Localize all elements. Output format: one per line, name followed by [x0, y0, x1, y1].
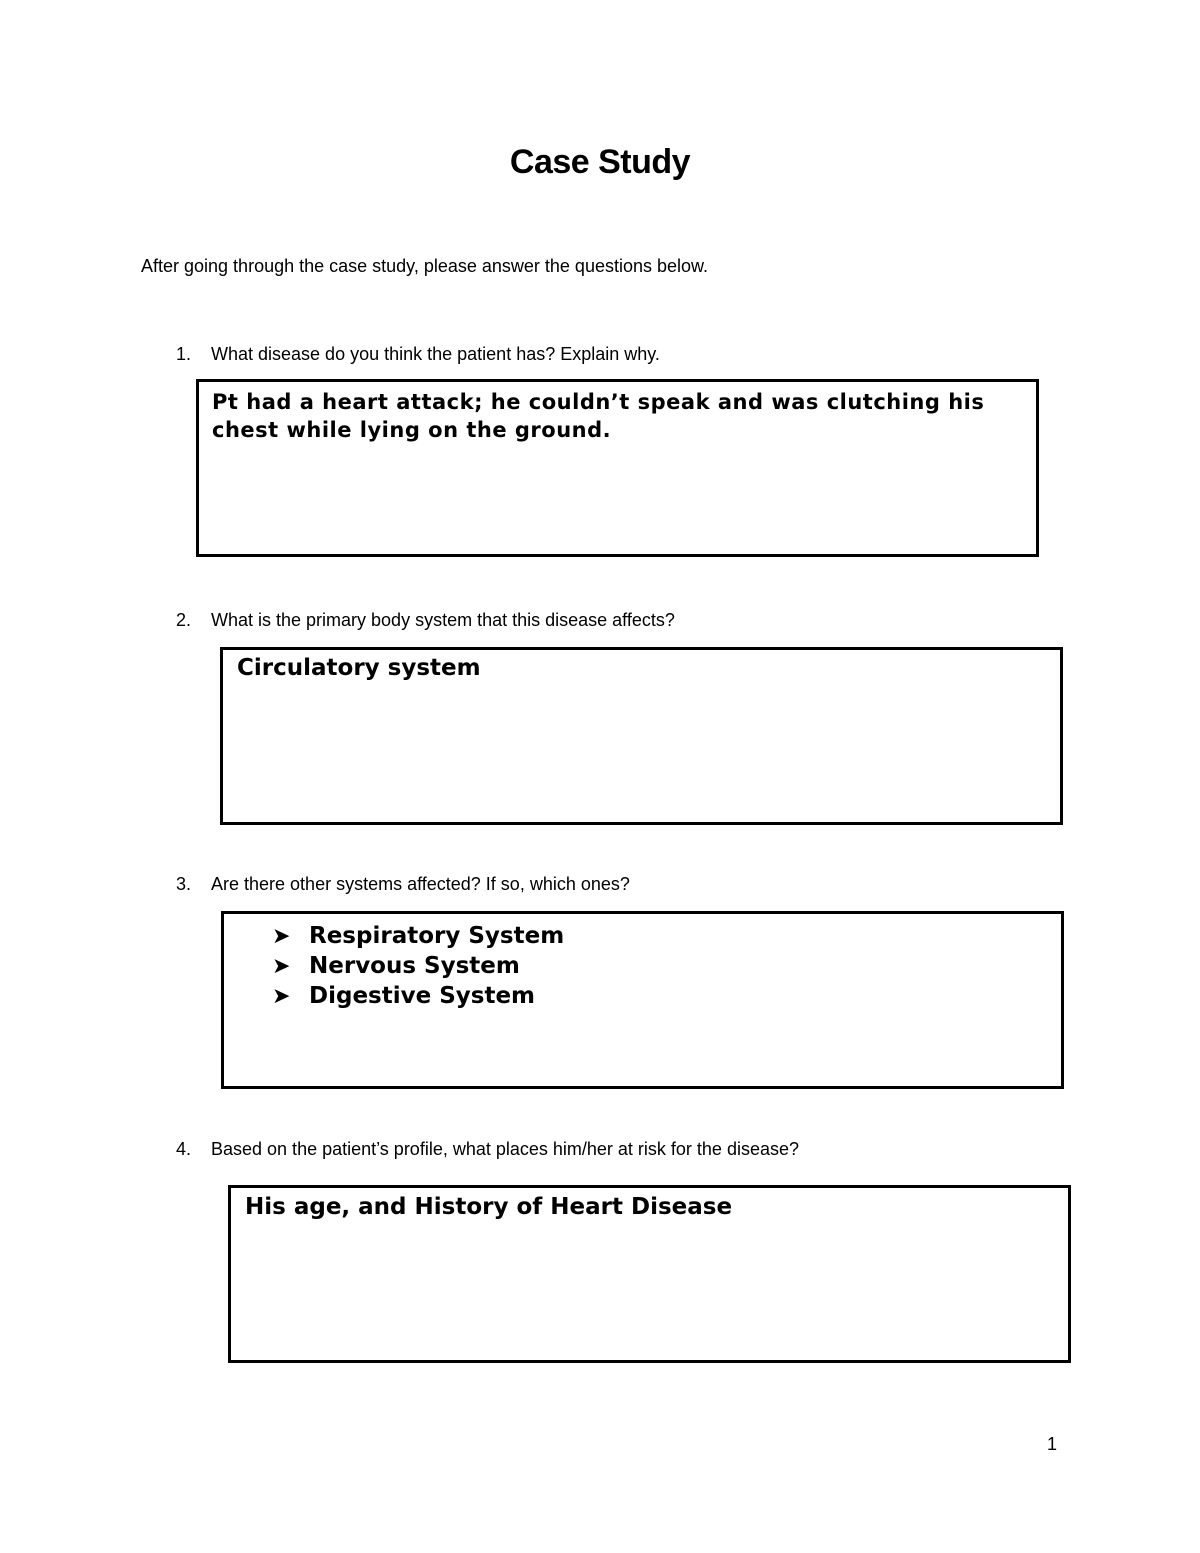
arrow-bullet-icon: ➤: [272, 953, 291, 979]
list-item-text: Respiratory System: [309, 923, 565, 949]
question-text: Based on the patient’s profile, what places him/her at risk for the disease?: [211, 1139, 799, 1159]
question-text: What is the primary body system that this disease affects?: [211, 610, 675, 630]
answer-box-4[interactable]: [228, 1185, 1071, 1363]
question-text: What disease do you think the patient has? Explain why.: [211, 344, 660, 364]
question-1: [176, 344, 660, 365]
question-number: 2.: [176, 610, 192, 630]
arrow-bullet-icon: ➤: [272, 923, 291, 949]
list-item-text: Digestive System: [309, 983, 536, 1009]
answer-box-2[interactable]: [220, 647, 1063, 825]
answer-text: Pt had a heart attack; he couldn’t speak and was clutching his chest while lying on the ground.: [212, 390, 985, 442]
answer-text: His age, and History of Heart Disease: [245, 1194, 733, 1220]
list-item: [272, 951, 564, 981]
question-number: 4.: [176, 1139, 192, 1159]
instructions-text: After going through the case study, please answer the questions below.: [141, 256, 709, 276]
question-number: 1.: [176, 344, 192, 364]
question-number: 3.: [176, 874, 192, 894]
list-item: [272, 921, 564, 951]
answer-box-1[interactable]: [196, 379, 1039, 557]
question-4: [176, 1139, 799, 1160]
question-3: [176, 874, 630, 895]
affected-systems-list: [272, 921, 564, 1011]
arrow-bullet-icon: ➤: [272, 983, 291, 1009]
document-title: Case Study: [509, 143, 691, 181]
list-item-text: Nervous System: [309, 953, 520, 979]
list-item: [272, 981, 564, 1011]
answer-box-3[interactable]: [221, 911, 1064, 1089]
question-2: [176, 610, 675, 631]
question-text: Are there other systems affected? If so, which ones?: [211, 874, 630, 894]
page-number: 1: [1047, 1434, 1058, 1454]
answer-text: Circulatory system: [237, 655, 481, 681]
